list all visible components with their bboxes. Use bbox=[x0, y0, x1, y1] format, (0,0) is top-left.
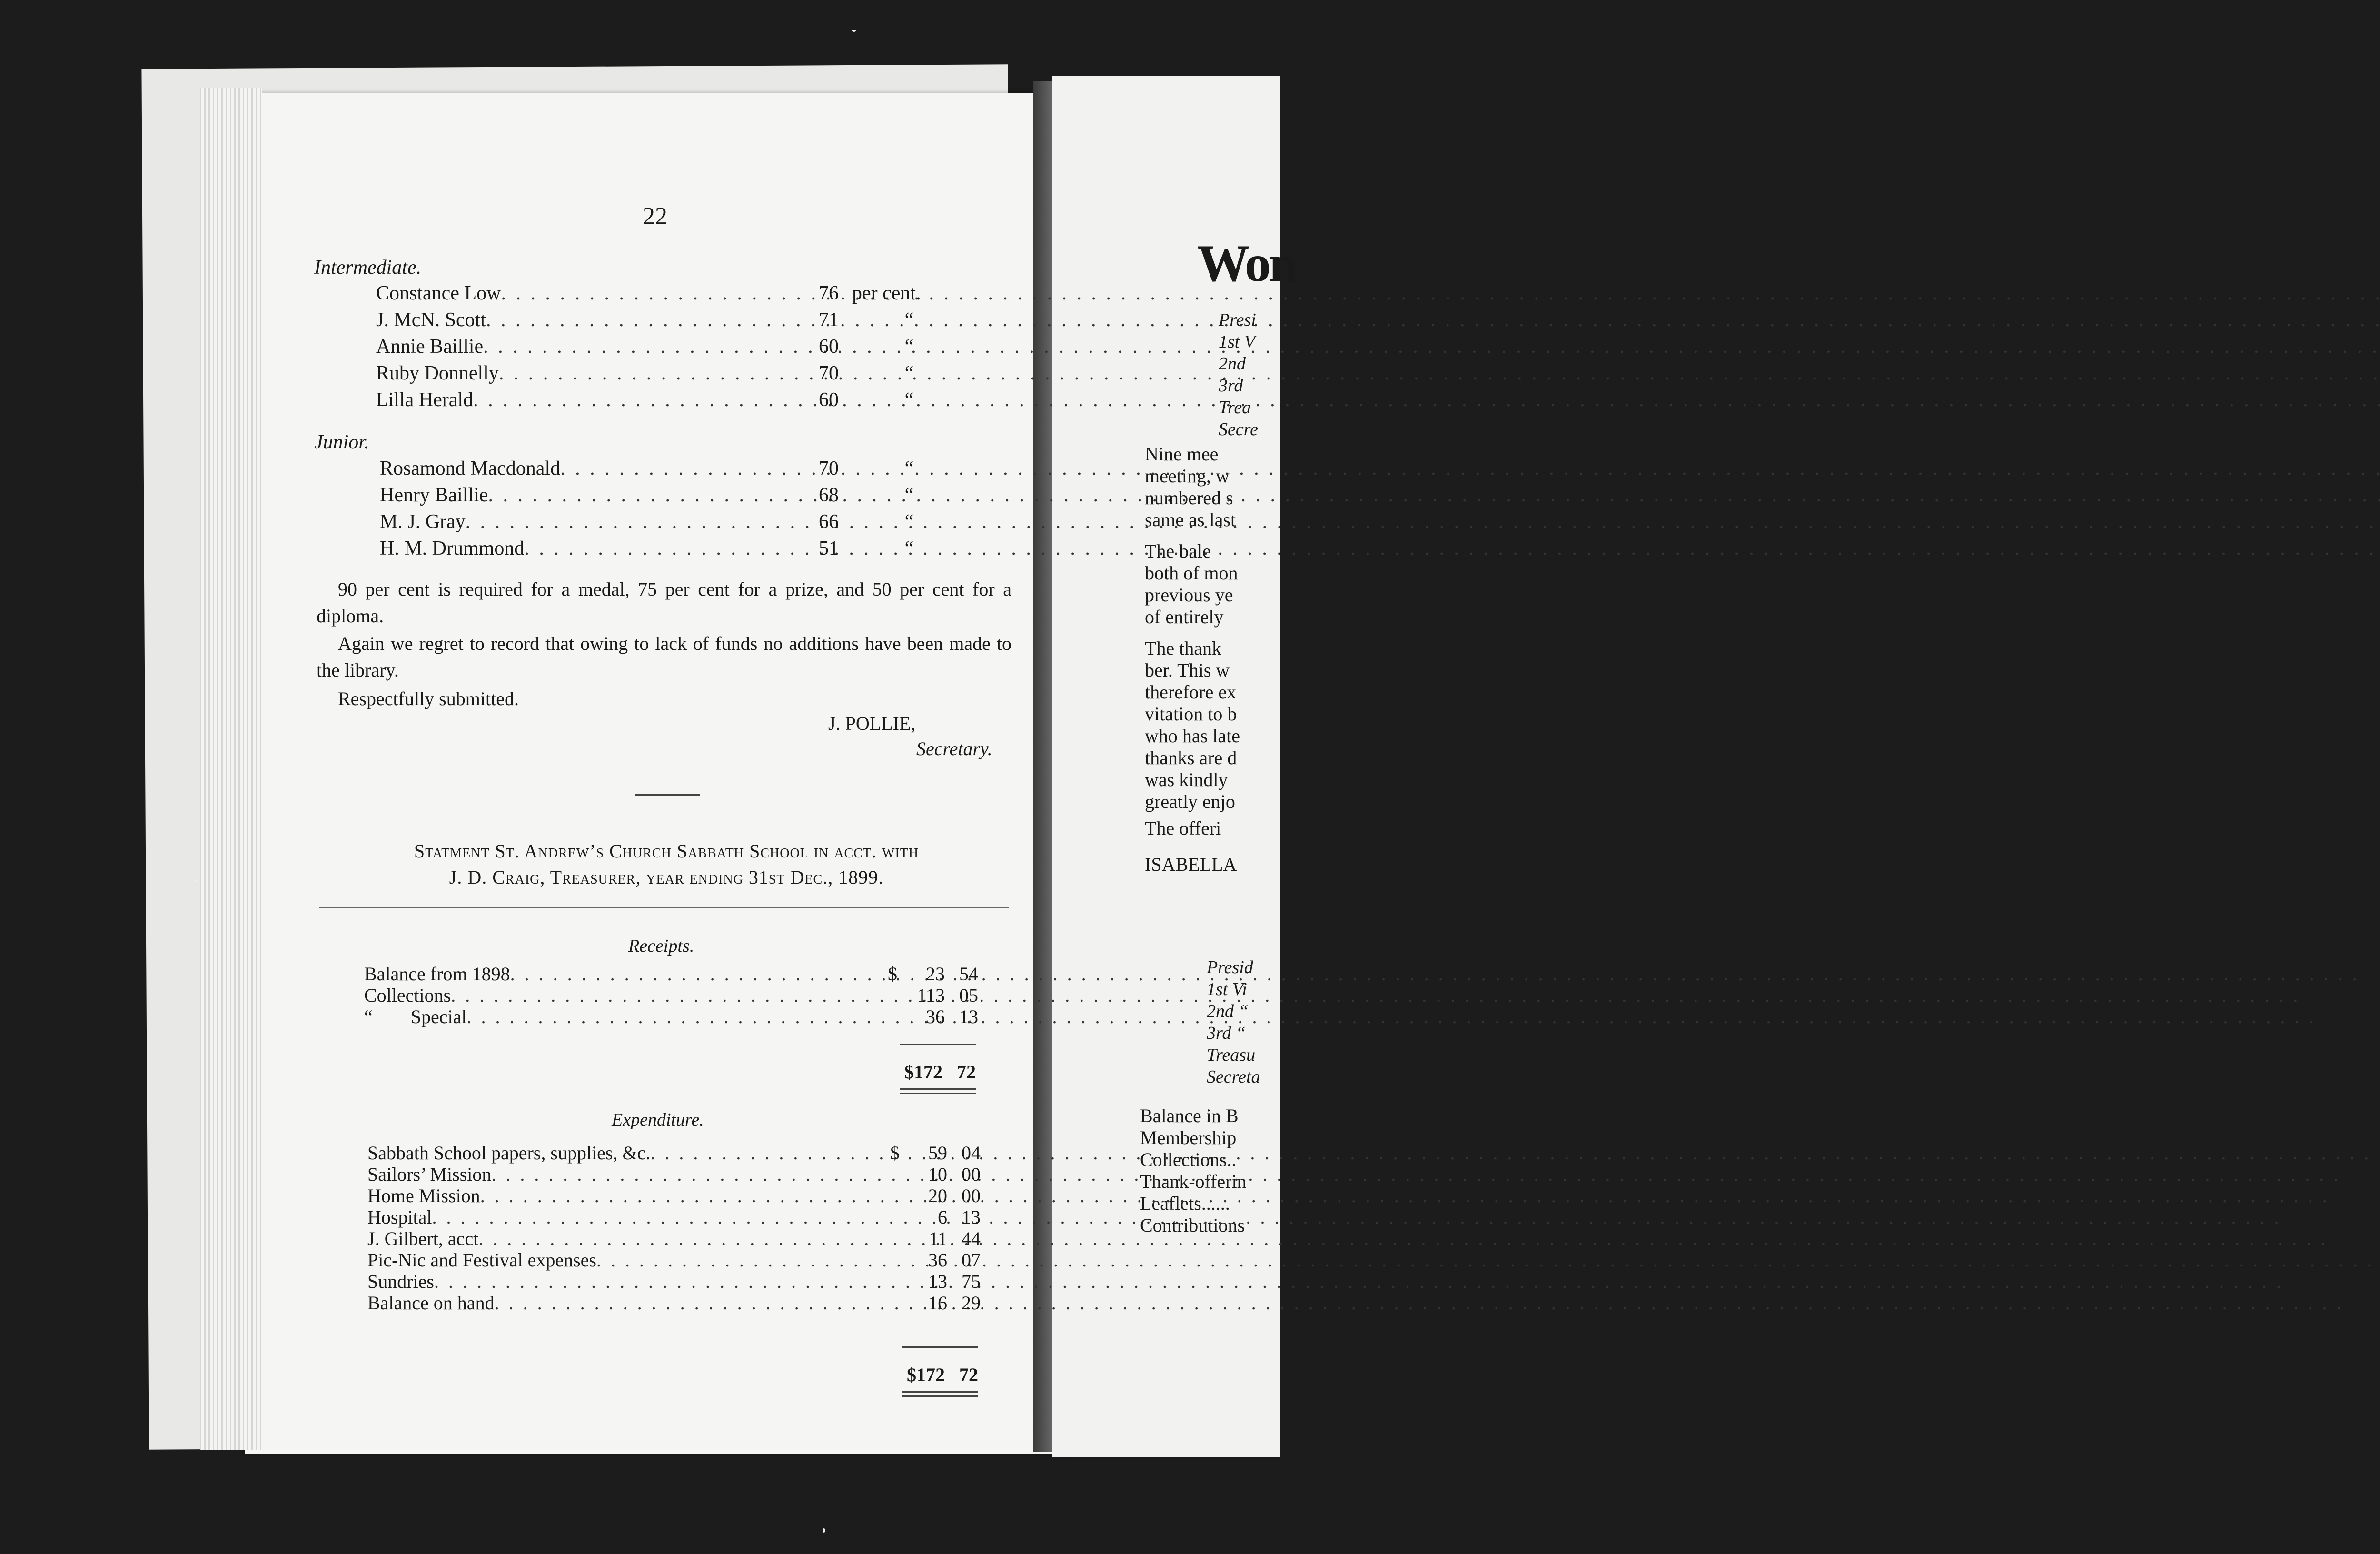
ledger-cents: 00 bbox=[962, 1185, 981, 1206]
ledger-row bbox=[367, 1142, 981, 1164]
ledger-dollars: 36 bbox=[926, 1006, 945, 1027]
ledger-row bbox=[364, 1006, 978, 1027]
film-speck bbox=[195, 879, 198, 882]
ledger-dollars: 16 bbox=[928, 1292, 947, 1314]
ledger-row bbox=[367, 1292, 981, 1314]
expenditure-total-cents: 72 bbox=[959, 1364, 978, 1385]
facing-line: who has late bbox=[1145, 725, 1240, 747]
facing-line: numbered s bbox=[1145, 487, 1233, 508]
paragraph-awards: 90 per cent is required for a medal, 75 per cent for a prize, and 50 per cent for a diploma. bbox=[317, 578, 1012, 627]
ledger-dollars: 11 bbox=[929, 1228, 947, 1249]
facing-line: 1st V bbox=[1219, 332, 1256, 352]
grade-unit: “ bbox=[904, 484, 914, 506]
section-heading-junior: Junior. bbox=[314, 431, 369, 453]
ledger-dollars: 6 bbox=[938, 1206, 947, 1228]
student-name: Lilla Herald bbox=[376, 389, 474, 411]
ledger-row bbox=[367, 1270, 981, 1292]
ledger-row bbox=[364, 984, 978, 1006]
leader-dots bbox=[432, 1206, 890, 1228]
student-grade: 76 bbox=[819, 282, 839, 304]
facing-line: greatly enjo bbox=[1145, 791, 1235, 812]
grade-row bbox=[380, 510, 942, 534]
page-number: 22 bbox=[643, 203, 667, 230]
ledger-label: Sailors’ Mission bbox=[367, 1164, 492, 1185]
paragraph-library: Again we regret to record that owing to lack of funds no additions have been made to the library. bbox=[317, 633, 1012, 681]
facing-line: meeting, w bbox=[1145, 465, 1230, 487]
leader-dots bbox=[488, 484, 819, 507]
statement-rule bbox=[319, 907, 1009, 908]
student-name: Constance Low bbox=[376, 282, 501, 304]
film-speck bbox=[852, 30, 856, 32]
grade-unit: per cent. bbox=[852, 282, 921, 304]
ledger-row bbox=[367, 1249, 981, 1271]
facing-line: previous ye bbox=[1145, 584, 1233, 606]
facing-line: Collections.. bbox=[1140, 1149, 1237, 1170]
ledger-dollars: 20 bbox=[928, 1185, 947, 1206]
facing-line: ISABELLA bbox=[1145, 854, 1237, 875]
grade-row bbox=[376, 309, 942, 332]
ledger-dollars: 113 bbox=[917, 985, 945, 1006]
section-divider bbox=[635, 794, 700, 796]
leader-dots bbox=[560, 457, 819, 480]
grade-unit: “ bbox=[904, 511, 914, 533]
grade-row bbox=[376, 388, 942, 412]
ledger-cents: 75 bbox=[962, 1271, 981, 1292]
grade-unit: “ bbox=[904, 309, 914, 331]
receipts-double-rule-1 bbox=[900, 1088, 976, 1090]
grade-row bbox=[376, 362, 942, 386]
ledger-label: Collections bbox=[364, 985, 451, 1006]
student-name: Rosamond Macdonald bbox=[380, 458, 561, 479]
facing-line: 3rd “ bbox=[1207, 1023, 1246, 1043]
facing-line: was kindly bbox=[1145, 769, 1228, 790]
facing-line: of entirely bbox=[1145, 606, 1224, 628]
section-heading-intermediate: Intermediate. bbox=[314, 257, 422, 279]
student-grade: 70 bbox=[819, 362, 839, 384]
facing-line: Treasu bbox=[1207, 1045, 1256, 1065]
facing-line: 1st Vi bbox=[1207, 979, 1247, 999]
ledger-cents: 07 bbox=[962, 1249, 981, 1271]
grade-unit: “ bbox=[904, 538, 914, 559]
student-name: M. J. Gray bbox=[380, 511, 466, 533]
ledger-cents: 54 bbox=[959, 963, 978, 985]
student-grade: 60 bbox=[819, 336, 839, 358]
leader-dots bbox=[501, 282, 819, 305]
facing-line: The bale bbox=[1145, 540, 1211, 562]
facing-line: Presid bbox=[1207, 957, 1253, 977]
film-speck bbox=[823, 1528, 825, 1533]
leader-dots bbox=[650, 1142, 890, 1164]
student-grade: 51 bbox=[819, 538, 839, 559]
paragraph-closing: Respectfully submitted. bbox=[338, 688, 519, 709]
ledger-label: J. Gilbert, acct bbox=[367, 1228, 479, 1249]
facing-line: Thank-offerin bbox=[1140, 1171, 1247, 1192]
facing-line: 3rd bbox=[1219, 376, 1243, 396]
student-grade: 60 bbox=[819, 389, 839, 411]
ledger-cents: 29 bbox=[962, 1292, 981, 1314]
ledger-row bbox=[367, 1185, 981, 1206]
ledger-cents: 00 bbox=[962, 1164, 981, 1185]
leader-dots bbox=[451, 984, 888, 1006]
receipts-heading: Receipts. bbox=[628, 936, 694, 956]
facing-line: Secreta bbox=[1207, 1067, 1260, 1087]
expenditure-total bbox=[897, 1364, 978, 1385]
student-name: J. McN. Scott bbox=[376, 309, 486, 331]
student-name: Annie Baillie bbox=[376, 336, 484, 358]
expenditure-double-rule-1 bbox=[902, 1391, 978, 1393]
facing-line: thanks are d bbox=[1145, 747, 1237, 768]
ledger-label: Home Mission bbox=[367, 1185, 480, 1206]
expenditure-sum-rule bbox=[902, 1346, 978, 1348]
leader-dots bbox=[510, 963, 888, 985]
ledger-cents: 04 bbox=[962, 1142, 981, 1164]
statement-title-line2: J. D. Craig, Treasurer, year ending 31st Dec., 1899. bbox=[449, 867, 884, 888]
leader-dots bbox=[473, 388, 819, 411]
facing-line: Trea bbox=[1219, 398, 1251, 418]
grade-row bbox=[380, 484, 942, 508]
facing-line: Nine mee bbox=[1145, 443, 1219, 465]
student-grade: 71 bbox=[819, 309, 839, 331]
grade-unit: “ bbox=[904, 336, 914, 358]
expenditure-double-rule-2 bbox=[902, 1395, 978, 1397]
leader-dots bbox=[491, 1163, 890, 1185]
ledger-dollars: 10 bbox=[928, 1164, 947, 1185]
expenditure-heading: Expenditure. bbox=[612, 1110, 704, 1130]
facing-line: 2nd “ bbox=[1207, 1001, 1249, 1021]
grade-unit: “ bbox=[904, 458, 914, 479]
leader-dots bbox=[478, 1227, 890, 1250]
facing-title: Won bbox=[1197, 234, 1297, 292]
ledger-label: Sundries bbox=[367, 1271, 434, 1292]
leader-dots bbox=[467, 1006, 888, 1028]
ledger-row bbox=[367, 1227, 981, 1249]
ledger-row bbox=[364, 963, 978, 985]
dollar-sign: $ bbox=[888, 963, 897, 985]
receipts-total-dollars: $172 bbox=[904, 1061, 942, 1083]
ledger-label: Sabbath School papers, supplies, &c. bbox=[367, 1142, 651, 1164]
receipts-double-rule-2 bbox=[900, 1093, 976, 1094]
facing-line: Membership bbox=[1140, 1127, 1237, 1148]
facing-line: vitation to b bbox=[1145, 703, 1237, 725]
grade-unit: “ bbox=[904, 362, 914, 384]
leader-dots bbox=[495, 1292, 890, 1314]
statement-title-line1: Statment St. Andrew’s Church Sabbath School in acct. with bbox=[414, 840, 919, 862]
facing-line: Presi bbox=[1219, 310, 1256, 330]
leader-dots bbox=[596, 1249, 890, 1271]
ledger-label: Hospital bbox=[367, 1206, 432, 1228]
leader-dots bbox=[483, 335, 819, 358]
facing-line: both of mon bbox=[1145, 562, 1238, 584]
facing-line: Secre bbox=[1219, 419, 1258, 439]
grade-row bbox=[380, 457, 942, 481]
ledger-row bbox=[367, 1206, 981, 1228]
ledger-label: “ Special bbox=[364, 1006, 467, 1027]
ledger-dollars: 36 bbox=[928, 1249, 947, 1271]
leader-dots bbox=[480, 1185, 890, 1207]
ledger-cents: 13 bbox=[962, 1206, 981, 1228]
grade-row bbox=[380, 537, 942, 561]
student-name: H. M. Drummond bbox=[380, 538, 525, 559]
facing-line: 2nd bbox=[1219, 354, 1246, 374]
receipts-total-cents: 72 bbox=[957, 1061, 976, 1083]
facing-line: therefore ex bbox=[1145, 681, 1237, 703]
leader-dots bbox=[466, 510, 819, 533]
student-name: Ruby Donnelly bbox=[376, 362, 499, 384]
facing-line: Balance in B bbox=[1140, 1105, 1239, 1126]
grade-row bbox=[376, 335, 942, 359]
grade-row bbox=[376, 282, 942, 306]
grade-unit: “ bbox=[904, 389, 914, 411]
ledger-row bbox=[367, 1163, 981, 1185]
facing-line: same as last bbox=[1145, 509, 1236, 530]
facing-line: The offeri bbox=[1145, 817, 1221, 839]
receipts-total bbox=[895, 1061, 976, 1083]
ledger-dollars: 13 bbox=[928, 1271, 947, 1292]
student-grade: 68 bbox=[819, 484, 839, 506]
student-grade: 66 bbox=[819, 511, 839, 533]
ledger-dollars: 59 bbox=[928, 1142, 947, 1164]
leader-dots bbox=[486, 309, 819, 331]
facing-line: The thank bbox=[1145, 638, 1222, 659]
ledger-label: Balance from 1898 bbox=[364, 963, 510, 985]
facing-line: Contributions bbox=[1140, 1215, 1245, 1236]
leader-dots bbox=[499, 362, 819, 385]
signature-name: J. POLLIE, bbox=[828, 713, 916, 734]
student-grade: 70 bbox=[819, 458, 839, 479]
facing-line: ber. This w bbox=[1145, 659, 1230, 681]
ledger-cents: 13 bbox=[959, 1006, 978, 1027]
ledger-label: Balance on hand bbox=[367, 1292, 495, 1314]
expenditure-total-dollars: $172 bbox=[907, 1364, 945, 1385]
ledger-cents: 05 bbox=[959, 985, 978, 1006]
student-name: Henry Baillie bbox=[380, 484, 488, 506]
ledger-dollars: 23 bbox=[926, 963, 945, 985]
leader-dots bbox=[434, 1270, 890, 1293]
signature-title: Secretary. bbox=[916, 738, 992, 759]
ledger-cents: 44 bbox=[962, 1228, 981, 1249]
facing-line: Leaflets...... bbox=[1140, 1193, 1230, 1214]
dollar-sign: $ bbox=[890, 1142, 900, 1164]
receipts-sum-rule bbox=[900, 1044, 976, 1045]
leader-dots bbox=[524, 537, 819, 560]
page-edges bbox=[200, 88, 262, 1450]
ledger-label: Pic-Nic and Festival expenses bbox=[367, 1249, 596, 1271]
